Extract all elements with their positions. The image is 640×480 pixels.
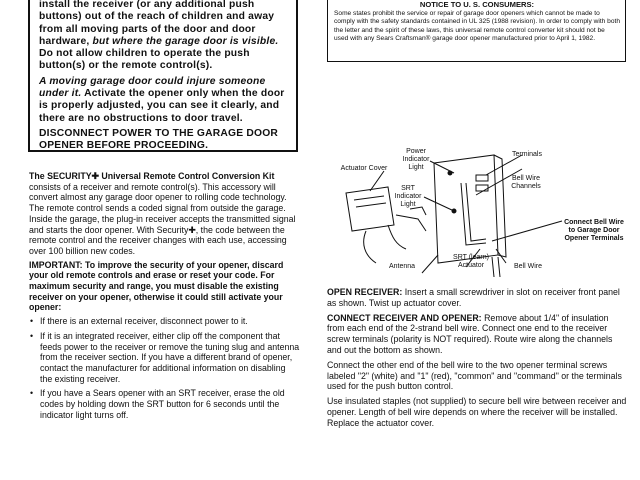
notice-body: Some states prohibit the service or repair of garage door openers which cannot be made to comply with the safety standards contained in UL 325 (1988 revision). In order to comply with both the letter and the spirit of these laws, this universal remote control converter kit should not be used with any Sears Craftsman® garage door opener manufactured prior to April 1, 1982. bbox=[334, 10, 621, 42]
list-item: • If there is an external receiver, disconnect power to it. bbox=[30, 316, 248, 327]
label-power-light: Power Indicator Light bbox=[402, 148, 430, 171]
receiver-diagram bbox=[326, 145, 626, 277]
connect-paragraph: CONNECT RECEIVER AND OPENER: Remove about 1/4" of insulation from each end of the 2-strand bell wire. Connect one end to the receiver screw terminals (polarity is NOT required). Route wire along the channels and out the bottom as shown. bbox=[327, 312, 613, 355]
label-srt-actuator: SRT (learn) Actuator bbox=[453, 254, 489, 269]
left-column bbox=[29, 171, 300, 424]
notice-title: NOTICE TO U. S. CONSUMERS: bbox=[419, 0, 535, 9]
other-end-paragraph: Connect the other end of the bell wire to the two opener terminal screws labeled "2" (white) and "1" (red), "common" and "command" or the terminals used for the push button control. bbox=[327, 359, 622, 392]
important-paragraph: IMPORTANT: To improve the security of your opener, discard your old remote controls and erase or reset your code. For maximum security and range, you must disable the existing receiver on your opener, otherwise it could still activate your opener: bbox=[29, 259, 284, 313]
open-receiver-paragraph: OPEN RECEIVER: Insert a small screwdriver in slot on receiver front panel as shown. Twist up actuator cover. bbox=[327, 287, 620, 308]
disable-receiver-list bbox=[29, 316, 300, 420]
label-terminals: Terminals bbox=[512, 151, 542, 158]
label-srt-light: SRT Indicator Light bbox=[394, 185, 422, 208]
label-antenna: Antenna bbox=[388, 263, 416, 270]
warning-paragraph-1: install the receiver (or any additional push buttons) out of the reach of children and away from all moving parts of the door and door hardware, but where the garage door is visible. Do not allow children to operate the push button(s) or the remote control(s). bbox=[39, 0, 279, 72]
warning-box bbox=[28, 0, 298, 152]
notice-box bbox=[327, 0, 626, 62]
staples-paragraph: Use insulated staples (not supplied) to secure bell wire between receiver and opener. Length of bell wire depends on where the receiver will be installed. Replace the actuator cover. bbox=[327, 396, 627, 428]
right-column bbox=[327, 287, 627, 433]
list-item: • If it is an integrated receiver, either clip off the component that feeds power to the receiver or remove the tuning slug and antenna from the receiver section. If you have a different brand of opener, contact the manufacturer for additional information on disabling the existing receiver. bbox=[30, 330, 300, 384]
label-bell-wire: Bell Wire bbox=[513, 263, 542, 270]
label-connect-bell-wire: Connect Bell Wire to Garage Door Opener Terminals bbox=[564, 219, 624, 242]
warning-disconnect: DISCONNECT POWER TO THE GARAGE DOOR OPENER BEFORE PROCEEDING. bbox=[39, 127, 279, 152]
intro-paragraph: The SECURITY✚ Universal Remote Control Conversion Kit consists of a receiver and remote control(s). This accessory will convert almost any garage door opener to rolling code technology. The remote control sends a coded signal from outside the garage. Inside the garage, the plug-in receiver accepts the transmitted signal and starts the door opener. With Security✚, the code between the remote control and the receiver changes with each use, accessing over 100 billion new codes. bbox=[29, 171, 296, 256]
label-bell-wire-channels: Bell Wire Channels bbox=[511, 175, 541, 190]
list-item: • If you have a Sears opener with an SRT receiver, erase the old codes by holding down the SRT button for 6 seconds until the indicator light turns off. bbox=[30, 388, 285, 420]
label-actuator-cover: Actuator Cover bbox=[340, 165, 388, 172]
warning-paragraph-2: A moving garage door could injure someone under it. Activate the opener only when the door is properly adjusted, you can see it clearly, and there are no obstructions to door travel. bbox=[39, 75, 285, 124]
